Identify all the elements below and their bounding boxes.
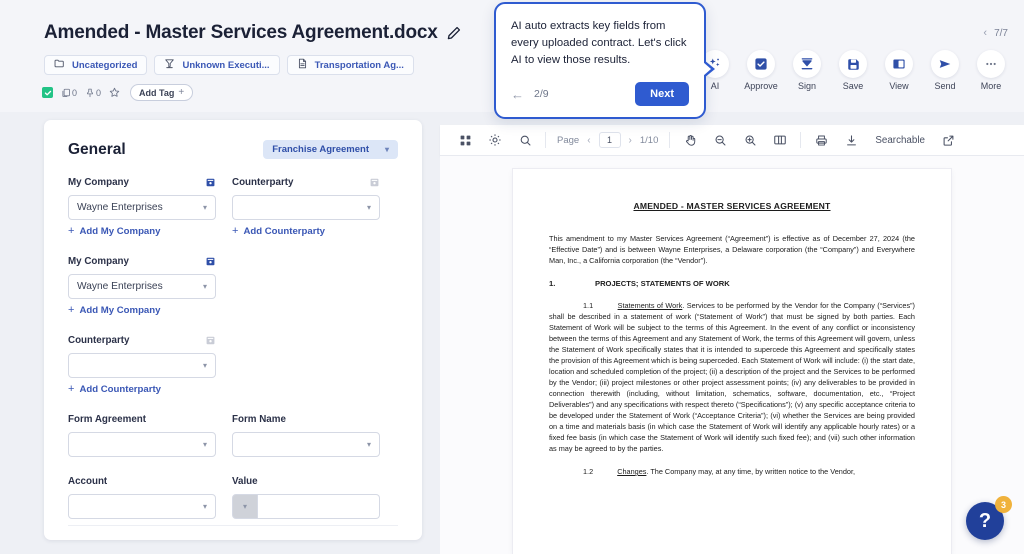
form-fields-grid — [68, 175, 398, 522]
field-label: Counterparty — [68, 335, 130, 346]
empty-cell — [232, 254, 380, 319]
record-pager — [983, 27, 1008, 39]
agreement-type-value: Franchise Agreement — [272, 144, 369, 155]
star-icon[interactable] — [109, 87, 120, 98]
divider — [545, 132, 546, 148]
spacer — [68, 240, 380, 254]
external-link-icon[interactable] — [934, 125, 964, 156]
add-tag-button[interactable] — [130, 84, 193, 101]
floppy-disk-icon — [839, 50, 867, 78]
help-launcher — [966, 496, 1016, 546]
my-company-select-1[interactable] — [68, 195, 216, 220]
print-icon[interactable] — [806, 125, 836, 156]
viewer-toolbar — [440, 125, 1024, 156]
action-view[interactable] — [876, 50, 922, 91]
form-agreement-select[interactable] — [68, 432, 216, 457]
zoom-in-icon[interactable] — [735, 125, 765, 156]
action-approve[interactable] — [738, 50, 784, 91]
contact-card-icon[interactable] — [369, 177, 380, 188]
help-button[interactable]: ? — [966, 502, 1004, 540]
form-title: General — [68, 140, 126, 158]
chevron-down-icon: ▾ — [202, 502, 207, 511]
add-my-company-link-1[interactable] — [68, 225, 216, 237]
zoom-out-icon[interactable] — [705, 125, 735, 156]
action-label: View — [889, 81, 909, 91]
chip-label: Unknown Executi... — [182, 59, 270, 71]
action-send[interactable] — [922, 50, 968, 91]
spacer — [68, 319, 380, 333]
page-navigator — [551, 132, 664, 148]
searchable-button[interactable]: Searchable — [875, 134, 925, 146]
pencil-icon[interactable] — [447, 26, 461, 40]
counterparty-select-1[interactable] — [232, 195, 380, 220]
add-link-label: Add Counterparty — [79, 383, 161, 395]
field-my-company-2 — [68, 254, 216, 316]
contact-card-icon[interactable] — [205, 177, 216, 188]
viewer-canvas[interactable] — [440, 156, 1024, 554]
document-page — [513, 169, 951, 554]
chevron-down-icon: ▾ — [242, 502, 247, 511]
chip-label: Uncategorized — [72, 59, 138, 71]
document-viewer — [440, 125, 1024, 554]
next-page-button[interactable]: › — [628, 134, 632, 146]
add-counterparty-link-2[interactable] — [68, 383, 216, 395]
book-view-icon[interactable] — [765, 125, 795, 156]
folder-icon — [54, 58, 65, 72]
category-chips — [44, 55, 414, 75]
action-sign[interactable] — [784, 50, 830, 91]
field-label: Counterparty — [232, 177, 294, 188]
paper-plane-icon — [931, 50, 959, 78]
pager-count: 7/7 — [994, 27, 1008, 39]
chip-document-type[interactable] — [287, 55, 414, 75]
checkbox-icon — [747, 50, 775, 78]
chevron-down-icon: ▾ — [202, 203, 207, 212]
action-more[interactable] — [968, 50, 1014, 91]
contact-card-icon[interactable] — [205, 256, 216, 267]
document-title-row — [44, 22, 461, 44]
hand-icon[interactable] — [675, 125, 705, 156]
account-select[interactable] — [68, 494, 216, 519]
action-save[interactable] — [830, 50, 876, 91]
plus-icon: + — [232, 225, 239, 237]
document-meta-row — [42, 84, 193, 101]
field-label: Form Agreement — [68, 414, 147, 425]
clause-heading: Statements of Work — [617, 301, 683, 310]
field-value — [232, 474, 380, 519]
chevron-down-icon: ▾ — [202, 361, 207, 370]
field-value: Wayne Enterprises — [77, 202, 163, 213]
prev-page-button[interactable]: ‹ — [587, 134, 591, 146]
copies-count-value: 0 — [72, 87, 78, 98]
page-total: 1/10 — [639, 134, 659, 146]
next-button[interactable]: Next — [635, 82, 689, 106]
spacer — [68, 398, 380, 412]
chip-label: Transportation Ag... — [314, 59, 404, 71]
chevron-down-icon: ▾ — [202, 282, 207, 291]
tooltip-text: AI auto extracts key fields from every uploaded contract. Let's click AI to view those results. — [511, 20, 687, 66]
chip-execution-status[interactable] — [154, 55, 279, 75]
signature-icon — [793, 50, 821, 78]
left-arrow-icon[interactable]: ← — [511, 86, 524, 102]
clause-body: . The Company may, at any time, by written notice to the Vendor, — [646, 467, 856, 476]
field-counterparty-2 — [68, 333, 216, 395]
document-heading: AMENDED - MASTER SERVICES AGREEMENT — [633, 201, 831, 211]
chevron-left-icon[interactable]: ‹ — [983, 27, 988, 39]
chip-uncategorized[interactable] — [44, 55, 147, 75]
field-label: Form Name — [232, 414, 286, 425]
pins-count[interactable] — [85, 88, 101, 98]
help-badge: 3 — [995, 496, 1012, 513]
pins-count-value: 0 — [96, 87, 102, 98]
empty-cell — [232, 333, 380, 398]
clause-number: 1.2 — [583, 467, 594, 476]
field-account — [68, 474, 216, 519]
page-number-input[interactable]: 1 — [599, 132, 621, 148]
add-link-label: Add My Company — [79, 304, 161, 316]
chevron-down-icon: ▾ — [384, 145, 389, 154]
section-number: 1. — [549, 279, 556, 288]
clause-heading: Changes — [617, 467, 647, 476]
currency-select[interactable] — [232, 494, 258, 519]
value-input[interactable] — [258, 494, 380, 519]
add-link-label: Add My Company — [79, 225, 161, 237]
divider — [669, 132, 670, 148]
tooltip-pointer-inner — [703, 62, 711, 76]
search-icon[interactable] — [510, 125, 540, 156]
download-icon[interactable] — [836, 125, 866, 156]
chevron-down-icon: ▾ — [202, 440, 207, 449]
action-label: Save — [842, 81, 864, 91]
field-label: Account — [68, 476, 108, 487]
gear-icon[interactable] — [480, 125, 510, 156]
chevron-down-icon: ▾ — [366, 440, 371, 449]
page-label: Page — [557, 134, 580, 146]
ellipsis-icon — [977, 50, 1005, 78]
add-my-company-link-2[interactable] — [68, 304, 216, 316]
action-toolbar — [692, 50, 1014, 91]
action-label: Approve — [744, 81, 778, 91]
clause-body: . Services to be performed by the Vendor for the Company (“Services”) shall be described in a statement of work (“Statement of Work”) that must be signed by both parties. Each Statement of Work will be subject to the terms of this Agreement. In the event of any conflict or inconsistency between the terms of this Agreement and any Statement of Work, the terms of this Agreement will govern, unless the Statement of Work specifically states that it is intended to supercede this Agreement and specifically states the provision of this Agreement which is being superceded. Each Statement of Work will include: (i) the start date, location and scheduled completion of the project; (ii) a description of the project and the Services to be performed by the Vendor; (iii) project milestones or other project assessment points; (iv) any deliverables to be provided in connection therewith (including, without limitation, schematics, software, documentation, etc., “Project Deliverables”) and any specifications with respect thereto (“Specifications”); (v) any specific acceptance criteria to be developed under the Statement of Work (“Acceptance Criteria”); (vi) whether the Services are being provided on a time and materials basis (in which case the Statement of Work will identify any applicable hourly rates) or a fixed fee basis (in which case the Statement of Work will identify such fixed fee); and (vii) such other information as may be agreed to by the parties. — [549, 301, 915, 453]
plus-icon: + — [68, 225, 75, 237]
add-counterparty-link-1[interactable] — [232, 225, 380, 237]
document-intro-paragraph: This amendment to my Master Services Agreement (“Agreement”) is effective as of December 27, 2024 (the “Effective Date”) and is between Wayne Enterprises, a Delaware corporation (the “Company”) and Everywhere Man, Inc., a California corporation (the “Vendor”). — [549, 234, 915, 265]
chevron-down-icon: ▾ — [366, 203, 371, 212]
clause-1-2 — [549, 466, 915, 477]
divider — [800, 132, 801, 148]
section-title: PROJECTS; STATEMENTS OF WORK — [595, 279, 730, 288]
selected-checkbox[interactable] — [42, 87, 53, 98]
action-label: Sign — [797, 81, 816, 91]
page-title: Amended - Master Services Agreement.docx — [44, 22, 438, 43]
spacer — [68, 460, 380, 474]
field-label: My Company — [68, 256, 129, 267]
field-label: Value — [232, 476, 258, 487]
action-label: More — [980, 81, 1002, 91]
columns-icon — [885, 50, 913, 78]
copies-count[interactable] — [61, 88, 77, 98]
my-company-select-2[interactable] — [68, 274, 216, 299]
panel-divider — [68, 525, 398, 526]
onboarding-tooltip — [494, 2, 706, 119]
form-header — [68, 140, 398, 159]
agreement-type-select[interactable] — [263, 140, 398, 159]
field-counterparty-1 — [232, 175, 380, 237]
form-name-select[interactable] — [232, 432, 380, 457]
clause-1-1 — [549, 300, 915, 454]
field-my-company-1 — [68, 175, 216, 237]
grid-icon[interactable] — [450, 125, 480, 156]
tooltip-footer — [511, 82, 689, 106]
field-form-name — [232, 412, 380, 457]
add-tag-label: Add Tag — [139, 87, 175, 98]
tooltip-step: 2/9 — [534, 88, 549, 100]
document-section-1 — [549, 279, 915, 288]
plus-icon: + — [68, 304, 75, 316]
plus-icon: + — [178, 87, 185, 98]
counterparty-select-2[interactable] — [68, 353, 216, 378]
plus-icon: + — [68, 383, 75, 395]
field-form-agreement — [68, 412, 216, 457]
general-form-panel — [44, 120, 422, 540]
contact-card-icon[interactable] — [205, 335, 216, 346]
action-label: AI — [710, 81, 720, 91]
field-value: Wayne Enterprises — [77, 281, 163, 292]
add-link-label: Add Counterparty — [243, 225, 325, 237]
action-label: Send — [934, 81, 956, 91]
document-icon — [297, 58, 308, 72]
clause-number: 1.1 — [583, 301, 594, 310]
funnel-icon — [164, 58, 175, 72]
field-label: My Company — [68, 177, 129, 188]
